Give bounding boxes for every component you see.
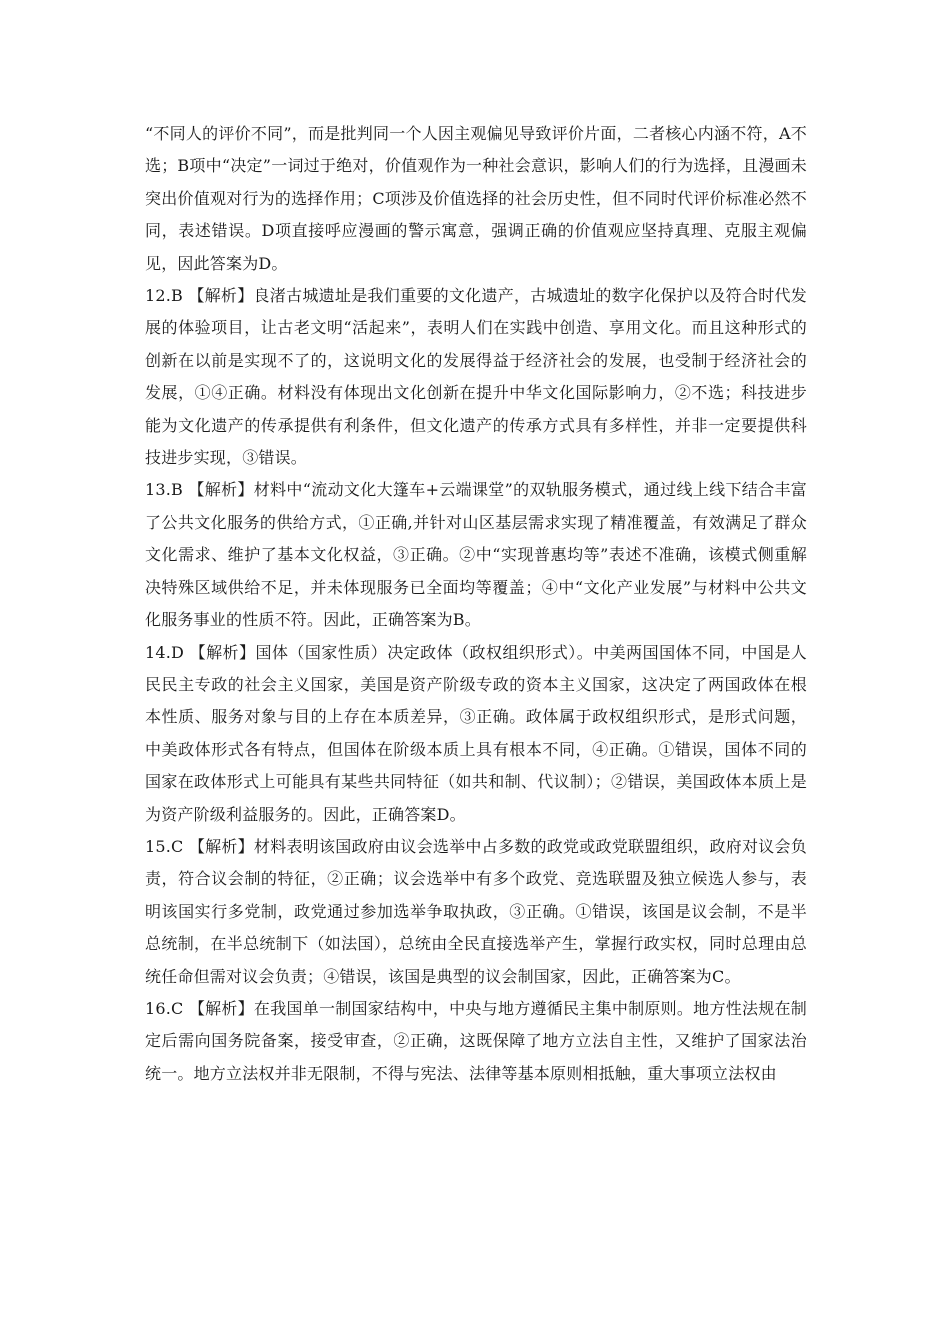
paragraph-text: 材料表明该国政府由议会选举中占多数的政党或政党联盟组织，政府对议会负责，符合议会制的特征，②正确；议会选举中有多个政党、竞选联盟及独立候选人参与，表明该国实行多党制，政党通过参加选举争取执政，③正确。①错误，该国是议会制，不是半总统制，在半总统制下（如法国），总统由全民直接选举产生，掌握行政实权，同时总理由总统任命但需对议会负责；④错误，该国是典型的议会制国家，因此，正确答案为C。 (145, 836, 807, 986)
paragraph-text: 在我国单一制国家结构中，中央与地方遵循民主集中制原则。地方性法规在制定后需向国务院备案，接受审查，②正确，这既保障了地方立法自主性，又维护了国家法治统一。地方立法权并非无限制，不得与宪法、法律等基本原则相抵触，重大事项立法权由 (145, 998, 807, 1083)
answer-paragraph-15 (145, 831, 807, 993)
paragraph-text: 国体（国家性质）决定政体（政权组织形式）。中美两国国体不同，中国是人民民主专政的社会主义国家，美国是资产阶级专政的资本主义国家，这决定了两国政体在根本性质、服务对象与目的上存在本质差异，③正确。政体属于政权组织形式，是形式问题，中美政体形式各有特点，但国体在阶级本质上具有根本不同，④正确。①错误，国体不同的国家在政体形式上可能具有某些共同特征（如共和制、代议制）；②错误，美国政体本质上是为资产阶级利益服务的。因此，正确答案D。 (145, 642, 807, 824)
answer-paragraph-12 (145, 280, 807, 474)
paragraph-text: 良渚古城遗址是我们重要的文化遗产，古城遗址的数字化保护以及符合时代发展的体验项目，让古老文明“活起来”，表明人们在实践中创造、享用文化。而且这种形式的创新在以前是实现不了的，这说明文化的发展得益于经济社会的发展，也受制于经济社会的发展，①④正确。材料没有体现出文化创新在提升中华文化国际影响力，②不选；科技进步能为文化遗产的传承提供有利条件，但文化遗产的传承方式具有多样性，并非一定要提供科技进步实现，③错误。 (145, 286, 807, 468)
answer-label: 13.B 【解析】 (145, 480, 254, 500)
document-body (145, 118, 807, 1090)
answer-label: 15.C 【解析】 (145, 836, 254, 856)
paragraph-text: 材料中“流动文化大篷车+云端课堂”的双轨服务模式，通过线上线下结合丰富了公共文化服务的供给方式，①正确,并针对山区基层需求实现了精准覆盖，有效满足了群众文化需求、维护了基本文化权益，③正确。②中“实现普惠均等”表述不准确，该模式侧重解决特殊区域供给不足，并未体现服务已全面均等覆盖；④中“文化产业发展”与材料中公共文化服务事业的性质不符。因此，正确答案为B。 (145, 480, 807, 630)
answer-label: 14.D 【解析】 (145, 642, 256, 662)
answer-paragraph-14 (145, 637, 807, 831)
answer-paragraph-16 (145, 993, 807, 1090)
answer-paragraph-13 (145, 474, 807, 636)
paragraph-text: “不同人的评价不同”，而是批判同一个人因主观偏见导致评价片面，二者核心内涵不符，A不选；B项中“决定”一词过于绝对，价值观作为一种社会意识，影响人们的行为选择，且漫画未突出价值观对行为的选择作用；C项涉及价值选择的社会历史性，但不同时代评价标准必然不同，表述错误。D项直接呼应漫画的警示寓意，强调正确的价值观应坚持真理、克服主观偏见，因此答案为D。 (145, 124, 807, 273)
answer-label: 16.C 【解析】 (145, 998, 254, 1018)
answer-paragraph-continuation (145, 118, 807, 280)
answer-label: 12.B 【解析】 (145, 286, 254, 306)
